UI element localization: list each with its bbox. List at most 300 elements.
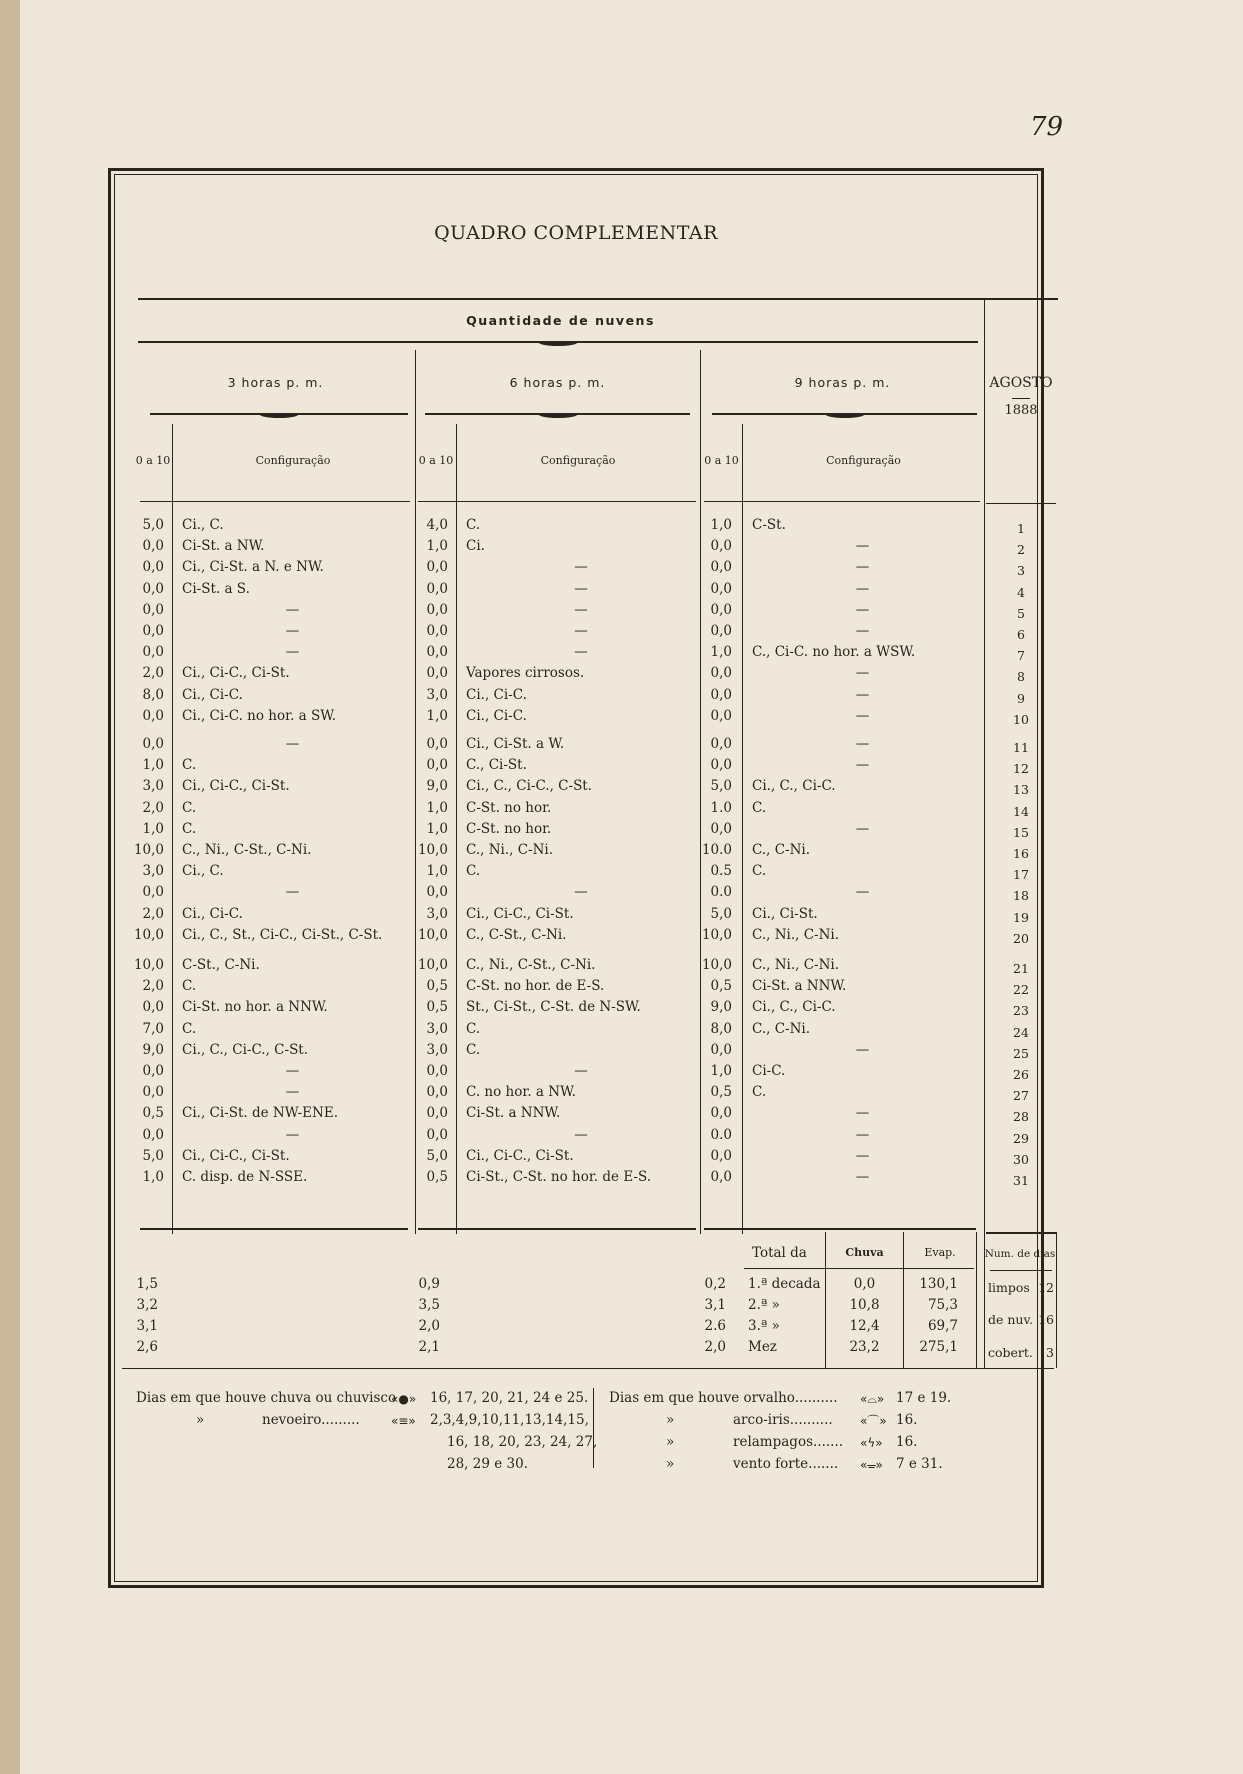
cell-9pm-amount: 1,0	[710, 1063, 732, 1079]
scale-header-3pm: 0 a 10	[135, 454, 171, 467]
subheader-rule-3pm	[140, 501, 410, 502]
cell-9pm-amount: 1,0	[710, 517, 732, 533]
note-right-label: Dias em que houve orvalho..........	[609, 1390, 838, 1406]
cell-9pm-config: —	[855, 623, 870, 639]
note-right-label: arco-iris..........	[733, 1412, 833, 1428]
cell-9pm-amount: 0.0	[710, 884, 732, 901]
cell-3pm-amount: 10,0	[133, 957, 164, 973]
cell-3pm-amount: 3,0	[142, 778, 164, 795]
cell-9pm-config: Ci-C.	[752, 1063, 786, 1079]
cell-3pm-config: —	[285, 736, 300, 752]
cell-6pm-config: C.	[466, 1020, 481, 1037]
cell-day: 2	[1017, 542, 1025, 558]
cell-6pm-config: C. no hor. a NW.	[466, 1084, 576, 1101]
cell-9pm-config: C., C-Ni.	[752, 842, 811, 858]
cell-6pm-amount: 1,0	[426, 863, 448, 880]
cell-day: 4	[1017, 584, 1025, 600]
summary-bottom-rule	[122, 1368, 1054, 1369]
cell-6pm-config: —	[574, 1063, 588, 1079]
summary-period: 1.ª decada	[748, 1276, 821, 1292]
cell-day: 3	[1017, 563, 1025, 579]
cell-9pm-config: —	[855, 820, 870, 837]
note-right-ditto: »	[666, 1434, 675, 1450]
sum-div-3	[976, 1232, 977, 1368]
cell-3pm-amount: 0,0	[142, 999, 164, 1016]
cell-day: 22	[1013, 982, 1029, 998]
cell-3pm-amount: 10,0	[133, 842, 164, 858]
note-fog-days-2: 16, 18, 20, 23, 24, 27,	[447, 1434, 598, 1450]
summary-period: Mez	[748, 1339, 777, 1355]
cell-day: 17	[1013, 867, 1029, 883]
table-title: QUADRO COMPLEMENTAR	[434, 222, 718, 244]
cell-9pm-config: —	[855, 1169, 870, 1185]
cell-6pm-amount: 3,0	[426, 1041, 448, 1058]
cell-day: 13	[1013, 782, 1029, 798]
cell-9pm-amount: 0,0	[710, 686, 732, 703]
cell-day: 9	[1017, 690, 1025, 706]
cell-3pm-amount: 2,0	[142, 905, 164, 922]
summary-evap-header: Evap.	[924, 1246, 956, 1259]
cell-day: 11	[1013, 740, 1029, 755]
cell-9pm-amount: 5,0	[710, 778, 732, 795]
summary-6pm-mean: 0,9	[418, 1276, 440, 1292]
cell-9pm-config: C., C-Ni.	[752, 1020, 811, 1037]
cell-3pm-amount: 8,0	[142, 686, 164, 703]
cell-9pm-config: —	[855, 736, 870, 752]
cell-3pm-config: —	[285, 1084, 300, 1101]
fog-symbol-icon: «≡»	[391, 1414, 416, 1428]
cell-3pm-amount: 1,0	[142, 757, 164, 774]
cell-9pm-amount: 0,0	[710, 1169, 732, 1185]
cell-3pm-config: Ci., Ci-St. a N. e NW.	[182, 559, 324, 576]
cell-6pm-config: Ci-St. a NNW.	[466, 1105, 561, 1122]
lightning-symbol-icon: «ϟ»	[860, 1436, 883, 1450]
numdias-label: de nuv.	[988, 1312, 1034, 1327]
cell-9pm-amount: 0,0	[710, 757, 732, 774]
cell-9pm-config: Ci., C., Ci-C.	[752, 999, 836, 1016]
cell-day: 10	[1013, 711, 1029, 727]
cell-9pm-amount: 0,0	[710, 820, 732, 837]
cell-3pm-amount: 0,0	[142, 623, 164, 639]
summary-evap: 75,3	[927, 1297, 958, 1313]
data-bottom-rule-9pm	[704, 1228, 976, 1230]
cell-day: 21	[1013, 961, 1029, 976]
cell-6pm-config: —	[574, 580, 588, 597]
month-header: AGOSTO	[989, 375, 1053, 391]
cell-day: 29	[1013, 1130, 1029, 1146]
numdias-label: limpos	[988, 1280, 1030, 1295]
cell-6pm-config: C-St. no hor.	[466, 799, 552, 816]
note-fog-days-1: 2,3,4,9,10,11,13,14,15,	[430, 1412, 589, 1428]
cell-6pm-amount: 0,5	[426, 978, 448, 995]
cell-6pm-amount: 0,0	[426, 623, 448, 639]
cell-3pm-amount: 0,0	[142, 601, 164, 618]
cell-6pm-amount: 9,0	[426, 778, 448, 795]
cell-day: 14	[1013, 803, 1029, 819]
note-rain-label: Dias em que houve chuva ou chuvisco	[136, 1390, 397, 1406]
cell-3pm-amount: 9,0	[142, 1041, 164, 1058]
month-col-divider	[984, 300, 985, 1234]
cell-9pm-config: C., Ci-C. no hor. a WSW.	[752, 644, 916, 661]
cell-9pm-amount: 10,0	[701, 957, 732, 973]
time-header-9pm: 9 horas p. m.	[794, 375, 891, 390]
cell-6pm-amount: 5,0	[426, 1147, 448, 1164]
subheader-rule-month	[986, 503, 1056, 504]
cell-9pm-amount: 5,0	[710, 905, 732, 922]
cell-day: 16	[1013, 846, 1029, 861]
cell-3pm-amount: 0,0	[142, 538, 164, 555]
note-rain-days: 16, 17, 20, 21, 24 e 25.	[430, 1390, 589, 1406]
note-right-label: vento forte.......	[733, 1456, 839, 1472]
cell-3pm-amount: 7,0	[142, 1020, 164, 1037]
cell-3pm-config: C.	[182, 820, 197, 837]
summary-6pm-mean: 3,5	[418, 1297, 440, 1313]
cell-3pm-amount: 1,0	[142, 820, 164, 837]
numdias-value: 16	[1038, 1312, 1054, 1327]
data-bottom-rule-month	[986, 1232, 1056, 1234]
summary-numdias-header: Num. de dias	[984, 1248, 1056, 1260]
cell-3pm-config: —	[285, 644, 300, 661]
cell-6pm-amount: 4,0	[426, 517, 448, 533]
cell-day: 26	[1013, 1067, 1029, 1082]
cell-9pm-amount: 0,0	[710, 736, 732, 752]
cell-6pm-amount: 3,0	[426, 905, 448, 922]
cell-9pm-config: —	[855, 1126, 870, 1143]
cell-6pm-config: Ci., Ci-C., Ci-St.	[466, 905, 574, 922]
cell-3pm-config: C.	[182, 978, 197, 995]
summary-header-rule	[744, 1268, 974, 1269]
cell-3pm-amount: 5,0	[142, 517, 164, 533]
summary-9pm-mean: 3,1	[704, 1297, 726, 1313]
note-fog-ditto: »	[196, 1412, 205, 1428]
summary-chuva: 0,0	[853, 1276, 876, 1292]
cell-9pm-config: —	[855, 884, 870, 901]
note-right-days: 7 e 31.	[896, 1456, 943, 1472]
cell-9pm-amount: 0,0	[710, 665, 732, 682]
cell-6pm-amount: 1,0	[426, 799, 448, 816]
cell-day: 18	[1013, 888, 1029, 904]
cell-3pm-amount: 0,0	[142, 736, 164, 752]
brace-9pm	[712, 410, 977, 418]
cell-9pm-amount: 0,0	[710, 1147, 732, 1164]
cell-6pm-amount: 0,0	[426, 1063, 448, 1079]
cell-9pm-config: —	[855, 686, 870, 703]
cell-day: 28	[1013, 1109, 1029, 1125]
cell-day: 23	[1013, 1003, 1029, 1019]
cell-9pm-amount: 0,0	[710, 601, 732, 618]
cell-9pm-amount: 0.0	[710, 1126, 732, 1143]
cell-3pm-config: Ci., Ci-St. de NW-ENE.	[182, 1105, 338, 1122]
summary-period: 3.ª »	[748, 1318, 780, 1334]
cell-9pm-amount: 10,0	[701, 926, 732, 943]
cell-3pm-config: Ci., Ci-C., Ci-St.	[182, 665, 290, 682]
cell-day: 1	[1017, 521, 1025, 536]
cell-9pm-amount: 0,0	[710, 707, 732, 724]
cell-9pm-config: —	[855, 559, 870, 576]
note-right-days: 16.	[896, 1412, 918, 1428]
note-right-ditto: »	[666, 1412, 675, 1428]
header-top-rule	[138, 298, 1058, 300]
cell-6pm-config: C-St. no hor.	[466, 820, 552, 837]
data-bottom-rule-3pm	[140, 1228, 408, 1230]
config-header-6pm: Configuração	[540, 454, 616, 467]
col-divider-b	[456, 424, 457, 1234]
month-rule	[1012, 398, 1030, 399]
cell-3pm-amount: 5,0	[142, 1147, 164, 1164]
cell-day: 20	[1013, 930, 1029, 946]
numdias-value: 12	[1038, 1280, 1054, 1295]
cell-6pm-config: —	[574, 559, 588, 576]
cell-6pm-amount: 3,0	[426, 1020, 448, 1037]
summary-3pm-mean: 1,5	[136, 1276, 158, 1292]
cell-3pm-config: Ci., C.	[182, 517, 224, 533]
cell-6pm-amount: 10,0	[417, 926, 448, 943]
cell-9pm-amount: 1,0	[710, 644, 732, 661]
summary-6pm-mean: 2,0	[418, 1318, 440, 1334]
summary-chuva: 23,2	[849, 1339, 880, 1355]
cell-9pm-config: —	[855, 1041, 870, 1058]
summary-6pm-mean: 2,1	[418, 1339, 440, 1355]
cell-3pm-config: C. disp. de N-SSE.	[182, 1169, 308, 1185]
cell-6pm-amount: 0,0	[426, 559, 448, 576]
brace-3pm	[150, 410, 408, 418]
cell-9pm-config: C-St.	[752, 517, 786, 533]
cell-6pm-amount: 0,0	[426, 1126, 448, 1143]
cell-9pm-amount: 0,0	[710, 559, 732, 576]
cell-3pm-amount: 0,0	[142, 884, 164, 901]
numdias-label: cobert.	[988, 1345, 1033, 1360]
cell-6pm-amount: 0,0	[426, 665, 448, 682]
cell-day: 19	[1013, 909, 1029, 925]
subheader-rule-6pm	[418, 501, 696, 502]
cell-9pm-amount: 0,5	[710, 978, 732, 995]
summary-total-header: Total da	[752, 1245, 807, 1261]
page-number: 79	[1030, 112, 1064, 142]
cell-9pm-amount: 0,5	[710, 1084, 732, 1101]
cell-3pm-config: —	[285, 1126, 300, 1143]
cell-6pm-config: St., Ci-St., C-St. de N-SW.	[466, 999, 641, 1016]
cell-6pm-config: Vapores cirrosos.	[466, 665, 585, 682]
cell-3pm-config: Ci-St. a S.	[182, 580, 250, 597]
cell-9pm-amount: 10.0	[701, 842, 732, 858]
cell-6pm-amount: 10,0	[417, 957, 448, 973]
cell-3pm-amount: 2,0	[142, 978, 164, 995]
cell-9pm-amount: 8,0	[710, 1020, 732, 1037]
cell-6pm-amount: 0,0	[426, 580, 448, 597]
cell-6pm-amount: 1,0	[426, 538, 448, 555]
cell-6pm-config: —	[574, 1126, 588, 1143]
cell-3pm-config: —	[285, 1063, 300, 1079]
summary-evap: 130,1	[919, 1276, 958, 1292]
time-header-6pm: 6 horas p. m.	[509, 375, 606, 390]
cell-3pm-config: C.	[182, 1020, 197, 1037]
cell-3pm-config: Ci., Ci-C. no hor. a SW.	[182, 707, 337, 724]
cell-day: 30	[1013, 1151, 1029, 1167]
cell-6pm-amount: 0,5	[426, 1169, 448, 1185]
cell-day: 25	[1013, 1045, 1029, 1061]
cell-9pm-config: Ci., Ci-St.	[752, 905, 818, 922]
cell-3pm-config: —	[285, 884, 300, 901]
cell-6pm-config: Ci-St., C-St. no hor. de E-S.	[466, 1169, 652, 1185]
dew-symbol-icon: «⌓»	[860, 1392, 885, 1406]
cell-6pm-config: —	[574, 601, 588, 618]
cell-6pm-config: C., Ni., C-St., C-Ni.	[466, 957, 596, 973]
cell-6pm-config: Ci., Ci-St. a W.	[466, 736, 565, 752]
cell-6pm-config: —	[574, 644, 588, 661]
rainbow-symbol-icon: «⌒»	[860, 1414, 887, 1428]
data-bottom-rule-6pm	[418, 1228, 696, 1230]
cell-6pm-config: Ci., Ci-C.	[466, 686, 527, 703]
cell-6pm-amount: 3,0	[426, 686, 448, 703]
cell-3pm-amount: 10,0	[133, 926, 164, 943]
cell-6pm-amount: 0,0	[426, 601, 448, 618]
cell-3pm-config: C.	[182, 799, 197, 816]
note-right-label: relampagos.......	[733, 1434, 844, 1450]
cell-9pm-config: C.	[752, 863, 767, 880]
cell-3pm-amount: 0,0	[142, 1126, 164, 1143]
cell-3pm-amount: 0,0	[142, 707, 164, 724]
cell-3pm-config: Ci., C.	[182, 863, 224, 880]
cell-day: 27	[1013, 1088, 1029, 1104]
cell-6pm-amount: 1,0	[426, 707, 448, 724]
cell-9pm-amount: 1.0	[710, 799, 732, 816]
scale-header-6pm: 0 a 10	[418, 454, 454, 467]
subheader-rule-9pm	[704, 501, 980, 502]
cell-9pm-config: —	[855, 1105, 870, 1122]
cell-3pm-amount: 0,0	[142, 1084, 164, 1101]
cell-3pm-config: Ci., C., St., Ci-C., Ci-St., C-St.	[182, 926, 383, 943]
summary-chuva-header: Chuva	[845, 1246, 884, 1259]
summary-3pm-mean: 2,6	[136, 1339, 158, 1355]
cell-9pm-config: —	[855, 538, 870, 555]
cell-day: 6	[1017, 627, 1025, 642]
cell-6pm-amount: 0,0	[426, 1105, 448, 1122]
summary-chuva: 10,8	[849, 1297, 880, 1313]
cell-day: 7	[1017, 648, 1025, 664]
cell-3pm-config: Ci., Ci-C., Ci-St.	[182, 1147, 290, 1164]
cell-3pm-amount: 0,0	[142, 644, 164, 661]
cell-6pm-config: C., C-St., C-Ni.	[466, 926, 567, 943]
cell-6pm-amount: 0,5	[426, 999, 448, 1016]
cell-3pm-config: —	[285, 601, 300, 618]
rain-symbol-icon: «●»	[391, 1392, 417, 1406]
cell-6pm-config: C-St. no hor. de E-S.	[466, 978, 605, 995]
cell-day: 5	[1017, 605, 1025, 621]
cell-3pm-config: C.	[182, 757, 197, 774]
cell-3pm-config: Ci-St. no hor. a NNW.	[182, 999, 328, 1016]
col-divider-c	[742, 424, 743, 1234]
col-divider-a	[172, 424, 173, 1234]
config-header-3pm: Configuração	[255, 454, 331, 467]
cell-6pm-amount: 0,0	[426, 644, 448, 661]
cell-3pm-config: Ci., Ci-C.	[182, 686, 243, 703]
summary-evap: 69,7	[927, 1318, 958, 1334]
cell-6pm-config: Ci., C., Ci-C., C-St.	[466, 778, 593, 795]
cell-3pm-amount: 0,0	[142, 1063, 164, 1079]
cell-9pm-amount: 0,0	[710, 1105, 732, 1122]
cell-3pm-amount: 3,0	[142, 863, 164, 880]
cell-3pm-amount: 2,0	[142, 799, 164, 816]
cell-3pm-config: Ci., C., Ci-C., C-St.	[182, 1041, 309, 1058]
cell-3pm-config: Ci., Ci-C., Ci-St.	[182, 778, 290, 795]
cell-3pm-amount: 2,0	[142, 665, 164, 682]
numdias-value: 3	[1046, 1345, 1054, 1360]
summary-period: 2.ª »	[748, 1297, 780, 1313]
numdias-rule	[990, 1270, 1052, 1271]
summary-3pm-mean: 3,2	[136, 1297, 158, 1313]
cell-3pm-config: Ci-St. a NW.	[182, 538, 265, 555]
summary-9pm-mean: 0,2	[704, 1276, 726, 1292]
cell-6pm-config: C., Ni., C-Ni.	[466, 842, 554, 858]
cell-9pm-amount: 0,0	[710, 538, 732, 555]
time-header-3pm: 3 horas p. m.	[227, 375, 324, 390]
cell-3pm-config: —	[285, 623, 300, 639]
note-right-days: 16.	[896, 1434, 918, 1450]
cell-3pm-amount: 0,0	[142, 559, 164, 576]
cell-9pm-config: C.	[752, 799, 767, 816]
cell-9pm-config: C.	[752, 1084, 767, 1101]
group-header: Quantidade de nuvens	[466, 313, 655, 328]
cell-day: 8	[1017, 669, 1025, 685]
cell-6pm-config: Ci., Ci-C., Ci-St.	[466, 1147, 574, 1164]
cell-9pm-config: —	[855, 707, 870, 724]
cell-day: 24	[1013, 1024, 1029, 1040]
summary-chuva: 12,4	[849, 1318, 880, 1334]
cell-3pm-config: C., Ni., C-St., C-Ni.	[182, 842, 312, 858]
note-fog-days-3: 28, 29 e 30.	[447, 1456, 528, 1472]
cell-6pm-config: C., Ci-St.	[466, 757, 527, 774]
year-header: 1888	[1004, 403, 1038, 418]
cell-6pm-amount: 10,0	[417, 842, 448, 858]
cell-6pm-config: —	[574, 623, 588, 639]
cell-9pm-config: —	[855, 665, 870, 682]
cell-6pm-amount: 0,0	[426, 884, 448, 901]
notes-divider	[593, 1388, 594, 1468]
cell-9pm-config: —	[855, 1147, 870, 1164]
book-spine	[0, 0, 20, 1774]
cell-day: 31	[1013, 1173, 1029, 1188]
cell-9pm-config: —	[855, 580, 870, 597]
cell-9pm-config: —	[855, 601, 870, 618]
cell-3pm-amount: 1,0	[142, 1169, 164, 1185]
note-fog-label: nevoeiro.........	[262, 1412, 360, 1428]
cell-9pm-config: —	[855, 757, 870, 774]
note-right-days: 17 e 19.	[896, 1390, 952, 1406]
cell-6pm-config: Ci.	[466, 538, 485, 555]
cell-9pm-amount: 0,0	[710, 623, 732, 639]
summary-3pm-mean: 3,1	[136, 1318, 158, 1334]
cell-6pm-config: C.	[466, 517, 481, 533]
cell-day: 15	[1013, 824, 1029, 840]
cell-9pm-amount: 0,0	[710, 1041, 732, 1058]
cell-3pm-amount: 0,0	[142, 580, 164, 597]
cell-6pm-config: Ci., Ci-C.	[466, 707, 527, 724]
scale-header-9pm: 0 a 10	[704, 454, 739, 467]
cell-6pm-config: C.	[466, 1041, 481, 1058]
cell-9pm-amount: 9,0	[710, 999, 732, 1016]
cell-3pm-config: Ci., Ci-C.	[182, 905, 243, 922]
cell-9pm-config: Ci-St. a NNW.	[752, 978, 847, 995]
cell-6pm-config: —	[574, 884, 588, 901]
cell-3pm-config: C-St., C-Ni.	[182, 957, 260, 973]
cell-day: 12	[1013, 761, 1029, 777]
summary-9pm-mean: 2.6	[704, 1318, 726, 1334]
cell-6pm-amount: 1,0	[426, 820, 448, 837]
cell-6pm-amount: 0,0	[426, 757, 448, 774]
cell-6pm-amount: 0,0	[426, 1084, 448, 1101]
summary-evap: 275,1	[919, 1339, 958, 1355]
cell-9pm-amount: 0.5	[710, 863, 732, 880]
